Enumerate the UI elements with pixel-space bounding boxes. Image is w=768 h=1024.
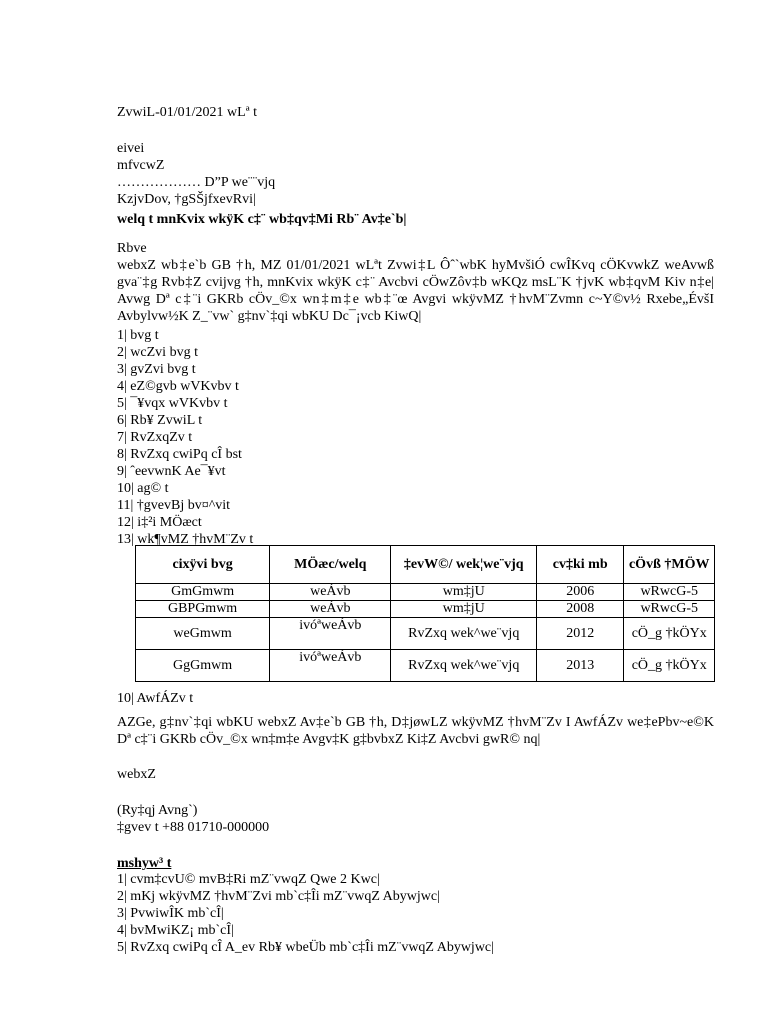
cell-result: wRwcG-5 [624, 601, 715, 618]
attachment-item: 2| mKj wkÿvMZ †hvM¨Zvi mb`c‡Îi mZ¨vwqZ Abywjwc| [117, 889, 440, 904]
cell-year: 2013 [537, 650, 624, 682]
info-item-father-name: 2| wcZvi bvg t [117, 345, 198, 360]
cell-year: 2008 [537, 601, 624, 618]
info-item-marital-status: 9| ˆeevwnK Ae¯¥vt [117, 464, 226, 479]
signature-mobile: ‡gvev t +88 01710-000000 [117, 820, 270, 835]
info-item-birth-date: 6| Rb¥ ZvwiL t [117, 413, 203, 428]
cell-exam: GmGmwm [136, 584, 270, 601]
cell-result: wRwcG-5 [624, 584, 715, 601]
cell-year: 2006 [537, 584, 624, 601]
experience-label: 10| AwfÁZv t [117, 691, 194, 706]
cell-board: RvZxq wek^we¨vjq [391, 618, 537, 650]
recipient-line-2: mfvcwZ [117, 158, 165, 173]
info-item-education: 13| wk¶vMZ †hvM¨Zv t [117, 532, 254, 547]
cell-group: weÁvb [270, 584, 391, 601]
cell-result: cÖ_g †kÖYx [624, 650, 715, 682]
info-item-mobile: 11| †gvevBj bv¤^vit [117, 498, 231, 513]
info-item-blood-group: 12| i‡²i MÖæct [117, 515, 202, 530]
cell-exam: GBPGmwm [136, 601, 270, 618]
education-table [135, 545, 715, 682]
info-item-present-address: 4| eZ©gvb wVKvbv t [117, 379, 239, 394]
attachment-item: 4| bvMwiKZ¡ mb`cÎ| [117, 923, 234, 938]
info-item-permanent-address: 5| ¯¥vqx wVKvbv t [117, 396, 228, 411]
attachments-list [117, 872, 714, 957]
salutation: Rbve [117, 241, 147, 256]
header-passing-year: cv‡ki mb [537, 546, 624, 584]
header-board-university: ‡evW©/ wek¦we¨vjq [391, 546, 537, 584]
info-item-nid: 8| RvZxq cwiPq cÎ bst [117, 447, 242, 462]
attachment-item: 3| PvwiwÎK mb`cÎ| [117, 906, 224, 921]
cell-year: 2012 [537, 618, 624, 650]
cell-board: wm‡jU [391, 601, 537, 618]
cell-group: ivóªweÁvb [270, 618, 391, 650]
applicant-info-list [117, 328, 714, 549]
cell-exam: GgGmwm [136, 650, 270, 682]
closing-paragraph: AZGe, g‡nv`‡qi wbKU webxZ Av‡e`b GB †h, D‡jøwLZ wkÿvMZ †hvM¨Zv I AwfÁZv we‡ePbv~e©K Dª c‡¨i GKRb cÖv_©x wn‡m‡e Avgv‡K g‡bvbxZ Ki‡Z Avcbvi gwR© nq| [117, 715, 714, 747]
table-row [136, 650, 715, 682]
header-exam-name: cixÿvi bvg [136, 546, 270, 584]
date-line: ZvwiL-01/01/2021 wLª t [117, 105, 257, 120]
table-header-row [136, 546, 715, 584]
recipient-block [117, 141, 714, 209]
attachment-item: 5| RvZxq cwiPq cÎ A_ev Rb¥ wbeÜb mb`c‡Îi mZ¨vwqZ Abywjwc| [117, 940, 494, 955]
cell-exam: weGmwm [136, 618, 270, 650]
cell-result: cÖ_g †kÖYx [624, 618, 715, 650]
cell-board: RvZxq wek^we¨vjq [391, 650, 537, 682]
sign-off: webxZ [117, 767, 156, 782]
info-item-mother-name: 3| gvZvi bvg t [117, 362, 196, 377]
info-item-name: 1| bvg t [117, 328, 159, 343]
header-result: cÖvß †MÖW [624, 546, 715, 584]
signature-name: (Ry‡qj Avng`) [117, 803, 198, 818]
info-item-nationality: 7| RvZxqZv t [117, 430, 193, 445]
table-row [136, 584, 715, 601]
attachment-item: 1| cvm‡cvU© mvB‡Ri mZ¨vwqZ Qwe 2 Kwc| [117, 872, 380, 887]
table-row [136, 601, 715, 618]
cell-board: wm‡jU [391, 584, 537, 601]
cell-group: ivóªweÁvb [270, 650, 391, 682]
subject-line: welq t mnKvix wkÿK c‡¨ wb‡qv‡Mi Rb¨ Av‡e`b| [117, 212, 407, 227]
recipient-line-1: eivei [117, 141, 145, 156]
body-paragraph: webxZ wb‡e`b GB †h, MZ 01/01/2021 wLªt Zvwi‡L Ôˆ`wbK hyMvšiÓ cwÎKvq cÖKvwkZ weAvwß gva¨‡g Rvb‡Z cvijvg †h, mnKvix wkÿK c‡¨ Avcbvi cÖwZôv‡b wKQz msL¨K †jvK wb‡qvM Kiv n‡e| Avwg Dª c‡¨i GKRb cÖv_©x wn‡m‡e wb‡¨œ Avgvi wkÿvMZ †hvM¨Zvmn c~Y©v½ Rxebe„ÉvšI Avbylvw½K Z_¨vw` g‡nv`‡qi wbKU Dc¯¡vcb KiwQ| [117, 258, 714, 324]
table-row [136, 618, 715, 650]
cell-group: weÁvb [270, 601, 391, 618]
info-item-religion: 10| ag© t [117, 481, 169, 496]
attachments-title: mshyw³ t [117, 856, 172, 871]
recipient-line-3: ……………… D”P we¨¨vjq [117, 175, 276, 190]
recipient-line-4: KzjvDov, †gSŠjfxevRvi| [117, 192, 256, 207]
header-group-subject: MÖæc/welq [270, 546, 391, 584]
